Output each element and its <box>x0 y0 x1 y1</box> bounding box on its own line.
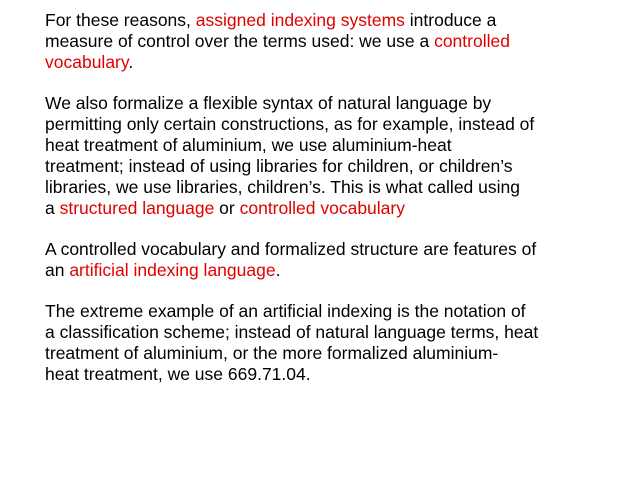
text-segment: . <box>275 260 281 280</box>
highlighted-term: controlled vocabulary <box>239 198 405 218</box>
text-segment: treatment; instead of using libraries for children, or children’s <box>45 156 513 176</box>
paragraph-3 <box>45 239 626 281</box>
text-segment: measure of control over the terms used: we use a <box>45 31 435 51</box>
text-segment: permitting only certain constructions, as for example, instead of <box>45 114 535 134</box>
highlighted-term: controlled <box>434 31 510 51</box>
text-segment: For these reasons, <box>45 10 196 30</box>
text-segment: libraries, we use libraries, children’s. This is what called using <box>45 177 520 197</box>
text-segment: . <box>128 52 134 72</box>
highlighted-term: assigned indexing systems <box>195 10 405 30</box>
text-segment: A controlled vocabulary and formalized structure are features of <box>45 239 537 259</box>
paragraph-2 <box>45 93 626 219</box>
text-segment: The extreme example of an artificial indexing is the notation of <box>45 301 526 321</box>
highlighted-term: structured language <box>59 198 215 218</box>
paragraph-4 <box>45 301 626 385</box>
highlighted-term: artificial indexing language <box>69 260 276 280</box>
text-body <box>45 10 626 385</box>
text-segment: treatment of aluminium, or the more formalized aluminium- <box>45 343 499 363</box>
text-segment: introduce a <box>404 10 497 30</box>
text-segment: a <box>45 198 60 218</box>
text-segment: an <box>45 260 70 280</box>
text-segment: heat treatment of aluminium, we use aluminium-heat <box>45 135 452 155</box>
text-segment: We also formalize a flexible syntax of natural language by <box>45 93 492 113</box>
text-segment: a classification scheme; instead of natural language terms, heat <box>45 322 539 342</box>
text-segment: heat treatment, we use 669.71.04. <box>45 364 311 384</box>
highlighted-term: vocabulary <box>45 52 129 72</box>
paragraph-1 <box>45 10 626 73</box>
text-segment: or <box>214 198 240 218</box>
